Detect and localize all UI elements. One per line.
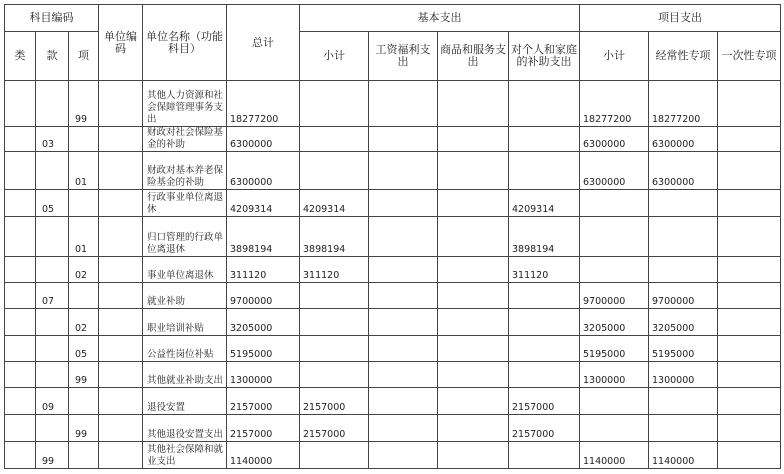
cell-name: 财政对基本养老保险基金的补助 — [143, 152, 227, 190]
cell-onetime — [718, 388, 781, 415]
table-row — [5, 388, 781, 415]
cell-xiang: 05 — [69, 336, 99, 362]
cell-kuan: 05 — [36, 190, 69, 217]
cell-wage — [369, 283, 438, 309]
cell-wage — [369, 127, 438, 152]
budget-table — [4, 4, 781, 469]
cell-goods — [438, 309, 509, 336]
cell-kuan — [36, 415, 69, 442]
cell-unit-code — [99, 283, 143, 309]
cell-wage — [369, 217, 438, 257]
table-row — [5, 283, 781, 309]
cell-goods — [438, 127, 509, 152]
cell-regular: 1140000 — [649, 442, 718, 469]
cell-unit-code — [99, 152, 143, 190]
cell-lei — [5, 415, 36, 442]
cell-unit-code — [99, 442, 143, 469]
cell-onetime — [718, 309, 781, 336]
cell-personal: 3898194 — [509, 217, 580, 257]
cell-wage — [369, 81, 438, 127]
table-row — [5, 190, 781, 217]
cell-unit-code — [99, 362, 143, 388]
cell-unit-code — [99, 127, 143, 152]
cell-unit-code — [99, 388, 143, 415]
cell-regular: 9700000 — [649, 283, 718, 309]
cell-basic-subtotal: 4209314 — [300, 190, 369, 217]
cell-regular: 6300000 — [649, 127, 718, 152]
cell-name: 其他社会保障和就业支出 — [143, 442, 227, 469]
cell-total: 6300000 — [227, 152, 300, 190]
cell-basic-subtotal — [300, 442, 369, 469]
cell-total: 6300000 — [227, 127, 300, 152]
cell-onetime — [718, 283, 781, 309]
table-row — [5, 81, 781, 127]
cell-goods — [438, 257, 509, 283]
cell-kuan: 99 — [36, 442, 69, 469]
cell-project-subtotal — [580, 388, 649, 415]
cell-onetime — [718, 217, 781, 257]
cell-onetime — [718, 152, 781, 190]
table-row — [5, 217, 781, 257]
cell-xiang: 99 — [69, 81, 99, 127]
cell-basic-subtotal: 2157000 — [300, 415, 369, 442]
cell-lei — [5, 309, 36, 336]
cell-regular — [649, 388, 718, 415]
cell-xiang: 01 — [69, 152, 99, 190]
cell-personal — [509, 442, 580, 469]
cell-onetime — [718, 127, 781, 152]
cell-goods — [438, 336, 509, 362]
cell-name: 职业培训补贴 — [143, 309, 227, 336]
header-goods-services: 商品和服务支出 — [438, 32, 509, 81]
cell-onetime — [718, 257, 781, 283]
cell-wage — [369, 257, 438, 283]
cell-xiang: 02 — [69, 309, 99, 336]
cell-lei — [5, 152, 36, 190]
cell-lei — [5, 336, 36, 362]
cell-kuan: 09 — [36, 388, 69, 415]
header-project-expenditure: 项目支出 — [580, 5, 781, 32]
table-header — [5, 5, 781, 81]
cell-project-subtotal: 18277200 — [580, 81, 649, 127]
cell-wage — [369, 336, 438, 362]
header-basic-expenditure: 基本支出 — [300, 5, 580, 32]
cell-goods — [438, 415, 509, 442]
cell-regular — [649, 257, 718, 283]
cell-project-subtotal: 1300000 — [580, 362, 649, 388]
cell-goods — [438, 217, 509, 257]
cell-onetime — [718, 442, 781, 469]
cell-unit-code — [99, 257, 143, 283]
cell-lei — [5, 127, 36, 152]
cell-name: 其他就业补助支出 — [143, 362, 227, 388]
cell-wage — [369, 362, 438, 388]
cell-total: 3898194 — [227, 217, 300, 257]
cell-total: 1300000 — [227, 362, 300, 388]
cell-kuan: 03 — [36, 127, 69, 152]
cell-xiang: 02 — [69, 257, 99, 283]
cell-regular: 5195000 — [649, 336, 718, 362]
cell-basic-subtotal — [300, 81, 369, 127]
cell-total: 9700000 — [227, 283, 300, 309]
cell-total: 3205000 — [227, 309, 300, 336]
cell-goods — [438, 283, 509, 309]
cell-personal — [509, 283, 580, 309]
cell-wage — [369, 190, 438, 217]
cell-xiang — [69, 388, 99, 415]
cell-xiang — [69, 190, 99, 217]
cell-goods — [438, 152, 509, 190]
cell-onetime — [718, 336, 781, 362]
cell-personal — [509, 309, 580, 336]
cell-project-subtotal: 6300000 — [580, 127, 649, 152]
cell-regular — [649, 190, 718, 217]
cell-project-subtotal — [580, 415, 649, 442]
cell-project-subtotal: 6300000 — [580, 152, 649, 190]
cell-project-subtotal: 9700000 — [580, 283, 649, 309]
cell-name: 归口管理的行政单位离退休 — [143, 217, 227, 257]
table-row — [5, 442, 781, 469]
header-unit-name: 单位名称（功能科目） — [143, 5, 227, 81]
cell-project-subtotal — [580, 190, 649, 217]
cell-basic-subtotal — [300, 283, 369, 309]
cell-kuan — [36, 362, 69, 388]
cell-name: 退役安置 — [143, 388, 227, 415]
cell-personal — [509, 336, 580, 362]
cell-kuan — [36, 309, 69, 336]
cell-total: 4209314 — [227, 190, 300, 217]
table-row — [5, 127, 781, 152]
cell-goods — [438, 190, 509, 217]
header-wage-welfare: 工资福利支出 — [369, 32, 438, 81]
table-row — [5, 415, 781, 442]
header-project-subtotal: 小计 — [580, 32, 649, 81]
cell-name: 其他退役安置支出 — [143, 415, 227, 442]
table-row — [5, 152, 781, 190]
cell-kuan — [36, 152, 69, 190]
cell-goods — [438, 81, 509, 127]
cell-personal: 311120 — [509, 257, 580, 283]
cell-personal — [509, 127, 580, 152]
cell-xiang — [69, 283, 99, 309]
cell-unit-code — [99, 309, 143, 336]
cell-name: 其他人力资源和社会保障管理事务支出 — [143, 81, 227, 127]
cell-unit-code — [99, 415, 143, 442]
cell-basic-subtotal — [300, 336, 369, 362]
table-row — [5, 257, 781, 283]
cell-personal — [509, 362, 580, 388]
cell-kuan — [36, 81, 69, 127]
cell-basic-subtotal — [300, 152, 369, 190]
cell-xiang: 99 — [69, 415, 99, 442]
cell-regular: 1300000 — [649, 362, 718, 388]
header-xiang: 项 — [69, 32, 99, 81]
cell-basic-subtotal: 311120 — [300, 257, 369, 283]
cell-lei — [5, 81, 36, 127]
cell-total: 311120 — [227, 257, 300, 283]
cell-wage — [369, 388, 438, 415]
cell-name: 公益性岗位补贴 — [143, 336, 227, 362]
cell-total: 1140000 — [227, 442, 300, 469]
cell-onetime — [718, 415, 781, 442]
header-subject-code: 科目编码 — [5, 5, 99, 32]
cell-goods — [438, 388, 509, 415]
header-onetime-special: 一次性专项 — [718, 32, 781, 81]
cell-xiang — [69, 127, 99, 152]
cell-kuan — [36, 336, 69, 362]
cell-lei — [5, 190, 36, 217]
cell-lei — [5, 257, 36, 283]
header-kuan: 款 — [36, 32, 69, 81]
table-row — [5, 362, 781, 388]
cell-unit-code — [99, 81, 143, 127]
cell-basic-subtotal — [300, 309, 369, 336]
cell-basic-subtotal: 3898194 — [300, 217, 369, 257]
cell-goods — [438, 442, 509, 469]
cell-kuan — [36, 217, 69, 257]
cell-name: 财政对社会保险基金的补助 — [143, 127, 227, 152]
cell-lei — [5, 217, 36, 257]
cell-unit-code — [99, 217, 143, 257]
cell-wage — [369, 415, 438, 442]
cell-regular: 6300000 — [649, 152, 718, 190]
cell-onetime — [718, 190, 781, 217]
cell-name: 就业补助 — [143, 283, 227, 309]
table-row — [5, 336, 781, 362]
cell-personal: 4209314 — [509, 190, 580, 217]
header-unit-code: 单位编码 — [99, 5, 143, 81]
cell-project-subtotal: 5195000 — [580, 336, 649, 362]
cell-lei — [5, 388, 36, 415]
cell-total: 5195000 — [227, 336, 300, 362]
header-regular-special: 经常性专项 — [649, 32, 718, 81]
cell-unit-code — [99, 190, 143, 217]
cell-regular: 18277200 — [649, 81, 718, 127]
cell-lei — [5, 362, 36, 388]
cell-xiang: 01 — [69, 217, 99, 257]
cell-onetime — [718, 362, 781, 388]
cell-regular — [649, 217, 718, 257]
cell-total: 2157000 — [227, 415, 300, 442]
cell-personal — [509, 81, 580, 127]
header-total: 总计 — [227, 5, 300, 81]
cell-onetime — [718, 81, 781, 127]
cell-goods — [438, 362, 509, 388]
cell-regular: 3205000 — [649, 309, 718, 336]
cell-kuan: 07 — [36, 283, 69, 309]
cell-personal — [509, 152, 580, 190]
header-lei: 类 — [5, 32, 36, 81]
cell-total: 2157000 — [227, 388, 300, 415]
cell-project-subtotal — [580, 217, 649, 257]
cell-wage — [369, 442, 438, 469]
header-personal-family-subsidy: 对个人和家庭的补助支出 — [509, 32, 580, 81]
table-body — [5, 81, 781, 469]
cell-basic-subtotal — [300, 362, 369, 388]
cell-unit-code — [99, 336, 143, 362]
cell-lei — [5, 442, 36, 469]
cell-total: 18277200 — [227, 81, 300, 127]
cell-basic-subtotal — [300, 127, 369, 152]
cell-xiang — [69, 442, 99, 469]
cell-wage — [369, 309, 438, 336]
cell-wage — [369, 152, 438, 190]
cell-kuan — [36, 257, 69, 283]
header-basic-subtotal: 小计 — [300, 32, 369, 81]
cell-personal: 2157000 — [509, 388, 580, 415]
cell-name: 事业单位离退休 — [143, 257, 227, 283]
cell-name: 行政事业单位离退休 — [143, 190, 227, 217]
table-row — [5, 309, 781, 336]
cell-project-subtotal: 3205000 — [580, 309, 649, 336]
cell-xiang: 99 — [69, 362, 99, 388]
cell-basic-subtotal: 2157000 — [300, 388, 369, 415]
cell-project-subtotal — [580, 257, 649, 283]
cell-regular — [649, 415, 718, 442]
cell-personal: 2157000 — [509, 415, 580, 442]
cell-project-subtotal: 1140000 — [580, 442, 649, 469]
cell-lei — [5, 283, 36, 309]
